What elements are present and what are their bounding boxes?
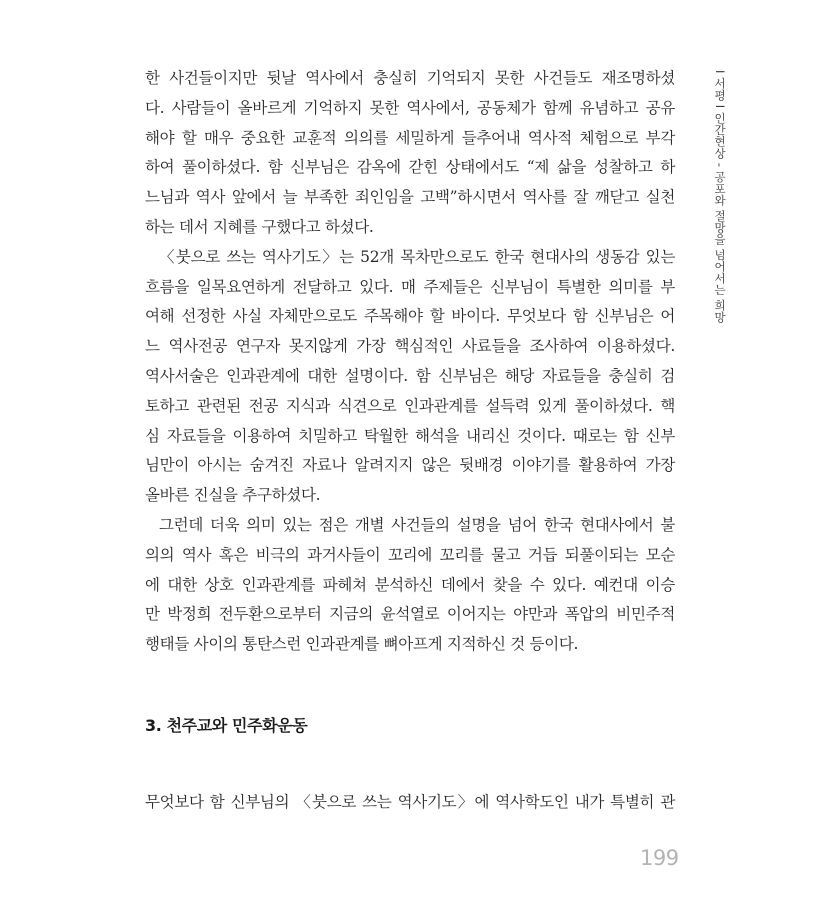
body-line: 만 박정희 전두환으로부터 지금의 윤석열로 이어지는 야만과 폭압의 비민주적	[145, 605, 675, 624]
body-line: 여해 선정한 사실 자체만으로도 주목해야 할 바이다. 무엇보다 함 신부님은 어	[145, 307, 675, 326]
body-line: 느 역사전공 연구자 못지않게 가장 핵심적인 사료들을 조사하여 이용하셨다.	[145, 337, 675, 356]
body-line: 그런데 더욱 의미 있는 점은 개별 사건들의 설명을 넘어 한국 현대사에서 불	[159, 515, 675, 534]
body-line: 하여 풀이하셨다. 함 신부님은 감옥에 갇힌 상태에서도 “제 삶을 성찰하고 하	[145, 158, 675, 177]
body-line: 해야 할 매우 중요한 교훈적 의의를 세밀하게 들추어내 역사적 체험으로 부각	[145, 128, 675, 147]
body-line: 에 대한 상호 인과관계를 파헤쳐 분석하신 데에서 찾을 수 있다. 예컨대 이승	[145, 575, 675, 594]
body-line: 느님과 역사 앞에서 늘 부족한 죄인임을 고백”하시면서 역사를 잘 깨닫고 실천	[145, 188, 675, 207]
body-line: 행태들 사이의 통탄스런 인과관계를 뼈아프게 지적하신 것 등이다.	[145, 635, 579, 654]
body-line: 하는 데서 지혜를 구했다고 하셨다.	[145, 217, 374, 236]
body-line: 역사서술은 인과관계에 대한 설명이다. 함 신부님은 해당 자료들을 충실히 검	[145, 366, 675, 385]
body-line: 토하고 관련된 전공 지식과 식견으로 인과관계를 설득력 있게 풀이하셨다. 핵	[145, 396, 675, 415]
running-head	[712, 70, 728, 323]
body-line: 심 자료들을 이용하여 치밀하고 탁월한 해석을 내리신 것이다. 때로는 함 신부	[145, 426, 675, 445]
body-line: 의의 역사 혹은 비극의 과거사들이 꼬리에 꼬리를 물고 거듭 되풀이되는 모순	[145, 545, 675, 564]
running-head-title: 인간현상 - 공포와 절망을 넘어서는 희망	[713, 112, 727, 323]
section-heading: 3. 천주교와 민주화운동	[145, 716, 308, 735]
page-number: 199	[640, 846, 679, 870]
body-line: 흐름을 일목요연하게 전달하고 있다. 매 주제들은 신부님이 특별한 의미를 부	[145, 277, 675, 296]
body-line: 한 사건들이지만 뒷날 역사에서 충실히 기억되지 못한 사건들도 재조명하셨	[145, 69, 675, 87]
body-line: 〈붓으로 쓰는 역사기도〉는 52개 목차만으로도 한국 현대사의 생동감 있는	[159, 247, 675, 266]
running-head-part: I 서평 I	[713, 70, 727, 109]
body-text	[145, 64, 675, 660]
body-line: 다. 사람들이 올바르게 기억하지 못한 역사에서, 공동체가 함께 유념하고 공유	[145, 98, 675, 117]
body-line: 올바른 진실을 추구하셨다.	[145, 486, 321, 505]
body-line: 무엇보다 함 신부님의 〈붓으로 쓰는 역사기도〉에 역사학도인 내가 특별히 관	[145, 793, 675, 811]
body-line: 님만이 아시는 숨겨진 자료나 알려지지 않은 뒷배경 이야기를 활용하여 가장	[145, 456, 675, 475]
